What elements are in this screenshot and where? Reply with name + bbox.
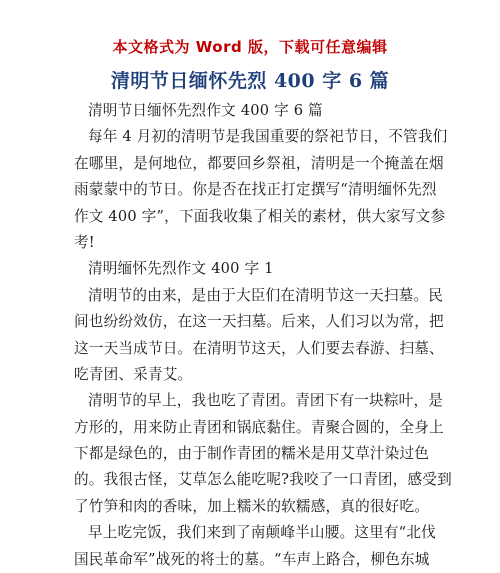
body-line-9: 这一天当成节日。在清明节这天，人们要去春游、扫墓、 [74, 339, 444, 357]
body-line-13: 下都是绿色的，由于制作青团的糯米是用艾草汁染过色 [74, 445, 430, 463]
document-title: 清明节日缅怀先烈 400 字 6 篇 [110, 70, 390, 92]
body-line-7: 清明节的由来，是由于大臣们在清明节这一天扫墓。民 [88, 286, 444, 304]
body-line-10: 吃青团、采青艾。 [74, 365, 193, 383]
body-line-16: 早上吃完饭，我们来到了南颠峰半山腰。这里有“北伐 [88, 524, 436, 542]
body-line-1: 每年 4 月初的清明节是我国重要的祭祀节日，不管我们 [88, 128, 448, 146]
word-format-banner: 本文格式为 Word 版，下载可任意编辑 [112, 38, 388, 56]
body-line-4: 作文 400 字”，下面我收集了相关的素材，供大家写文参 [74, 207, 446, 225]
body-line-0: 清明节日缅怀先烈作文 400 字 6 篇 [88, 102, 323, 119]
body-line-11: 清明节的早上，我也吃了青团。青团下有一块粽叶，是 [88, 392, 444, 410]
document-body [74, 98, 452, 573]
body-line-5: 考! [74, 233, 95, 251]
body-line-2: 在哪里，是何地位，都要回乡祭祖，清明是一个掩盖在烟 [74, 154, 444, 172]
body-line-8: 间也纷纷效仿，在这一天扫墓。后来，人们习以为常，把 [74, 313, 444, 331]
body-line-14: 的。我很古怪，艾草怎么能吃呢?我咬了一口青团，感受到 [74, 471, 452, 489]
body-line-17: 国民革命军”战死的将士的墓。“车声上路合，柳色东城 [74, 550, 430, 568]
body-line-12: 方形的，用来防止青团和锅底黏住。青聚合圆的，全身上 [74, 418, 444, 436]
body-line-6: 清明缅怀先烈作文 400 字 1 [88, 260, 274, 278]
body-line-15: 了竹笋和肉的香味，加上糯米的软糯感，真的很好吃。 [74, 497, 430, 515]
body-line-3: 雨蒙蒙中的节日。你是否在找正打定撰写“清明缅怀先烈 [74, 181, 437, 199]
